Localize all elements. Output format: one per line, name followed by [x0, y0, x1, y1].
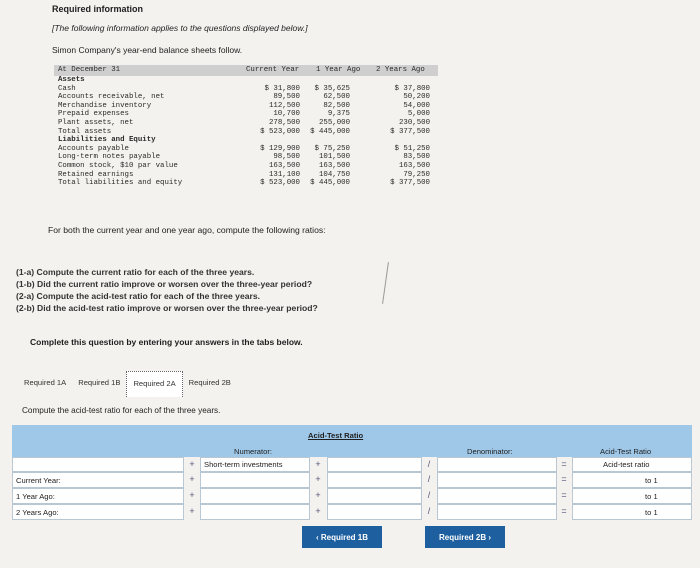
plus-sign: +	[189, 506, 195, 516]
numerator-input[interactable]	[327, 488, 422, 504]
acid-test-table	[12, 425, 692, 525]
asset-row	[54, 93, 438, 102]
plus-sign: +	[189, 459, 195, 469]
liab-row-value: 83,500	[403, 153, 430, 162]
question-list	[16, 266, 318, 314]
equals-sign: =	[561, 459, 567, 469]
liab-row-value: 163,500	[398, 161, 430, 170]
liab-row-value: 104,750	[318, 170, 350, 179]
ratio-label: Acid-Test Ratio	[600, 447, 652, 456]
year-label: Current Year:	[16, 476, 61, 485]
row-label-blank	[12, 457, 184, 472]
table-header-band	[12, 425, 692, 457]
liab-row-value: $ 51,250	[394, 144, 430, 153]
col-current-year: Current Year	[246, 66, 300, 74]
question-2a: (2-a) Compute the acid-test ratio for each of the three years.	[16, 291, 261, 301]
denominator-input-r0[interactable]	[437, 457, 557, 472]
asset-row-value: $ 445,000	[310, 127, 350, 136]
ratio-row-label	[12, 504, 184, 520]
asset-row-value: 230,500	[398, 118, 430, 127]
liab-row-value: 79,250	[403, 170, 430, 179]
asset-row-value: $ 37,800	[394, 84, 430, 93]
asset-row-value: 89,500	[273, 93, 300, 102]
numerator-input[interactable]	[200, 488, 310, 504]
plus-sign: +	[315, 459, 321, 469]
chevron-right-icon: ›	[486, 532, 491, 542]
liab-heading: Liabilities and Equity	[58, 136, 156, 145]
required-info-title: Required information	[52, 4, 144, 14]
asset-row-value: 5,000	[407, 110, 430, 119]
year-label: 1 Year Ago:	[16, 492, 55, 501]
liab-row-label: Long-term notes payable	[58, 153, 161, 162]
chevron-left-icon: ‹	[315, 532, 321, 542]
liab-row-value: $ 75,250	[314, 144, 350, 153]
ratio-result-cell[interactable]	[572, 488, 692, 504]
tab-bar	[18, 371, 237, 397]
complete-instruction: Complete this question by entering your answers in the tabs below.	[30, 337, 303, 347]
prev-required-1b-button[interactable]: ‹ Required 1B	[302, 526, 382, 548]
plus-sign: +	[189, 474, 195, 484]
denominator-input[interactable]	[437, 488, 557, 504]
to-1-suffix: to 1	[645, 492, 658, 501]
asset-row-label: Total assets	[58, 127, 112, 136]
question-1b: (1-b) Did the current ratio improve or worsen over the three-year period?	[16, 279, 313, 289]
required-info-note: [The following information applies to the questions displayed below.]	[52, 23, 308, 33]
asset-row-label: Cash	[58, 84, 76, 93]
tab-instruction: Compute the acid-test ratio for each of the three years.	[22, 406, 221, 415]
asset-row-label: Prepaid expenses	[58, 110, 129, 119]
asset-row-value: 54,000	[403, 101, 430, 110]
ratio-row-label	[12, 472, 184, 488]
numerator-input[interactable]	[327, 504, 422, 520]
numerator-input[interactable]	[327, 472, 422, 488]
equals-sign: =	[561, 490, 567, 500]
equals-sign: =	[561, 474, 567, 484]
asset-row-value: 9,375	[327, 110, 350, 119]
asset-row-value: $ 523,000	[260, 127, 300, 136]
cursor-mark	[382, 262, 389, 304]
question-2b: (2-b) Did the acid-test ratio improve or worsen over the three-year period?	[16, 303, 318, 313]
asset-row-value: 50,200	[403, 93, 430, 102]
asset-row-value: 255,000	[318, 118, 350, 127]
ratio-row-label	[12, 488, 184, 504]
next-required-2b-button[interactable]: Required 2B ›	[425, 526, 505, 548]
table-title: Acid-Test Ratio	[308, 431, 364, 440]
denominator-label: Denominator:	[467, 447, 513, 456]
asset-row-value: $ 31,800	[264, 84, 300, 93]
liab-row-value: 131,100	[268, 170, 300, 179]
ratio-result-cell[interactable]	[572, 472, 692, 488]
ratio-prompt: For both the current year and one year ago, compute the following ratios:	[48, 225, 326, 235]
asset-row	[54, 119, 438, 128]
liab-row	[54, 162, 438, 171]
denominator-input[interactable]	[437, 472, 557, 488]
balance-sheet-header	[54, 65, 438, 76]
question-1a: (1-a) Compute the current ratio for each of the three years.	[16, 267, 255, 277]
plus-sign: +	[189, 490, 195, 500]
numerator-short-term-input[interactable]	[200, 457, 310, 472]
asset-row-value: 62,500	[323, 93, 350, 102]
tab-required-2b[interactable]: Required 2B	[188, 378, 231, 387]
liab-row-label: Accounts payable	[58, 144, 129, 153]
col-label: At December 31	[58, 66, 121, 74]
liab-row-label: Common stock, $10 par value	[58, 161, 178, 170]
liab-row-value: $ 129,900	[260, 144, 300, 153]
year-label: 2 Years Ago:	[16, 508, 59, 517]
short-term-label: Short-term investments	[204, 460, 283, 469]
asset-row	[54, 85, 438, 94]
liab-row	[54, 145, 438, 154]
divide-sign: /	[427, 506, 431, 516]
liab-row	[54, 179, 438, 188]
ratio-label-cell	[572, 457, 692, 472]
acid-test-ratio-text: Acid-test ratio	[603, 460, 650, 469]
asset-row-value: 278,500	[268, 118, 300, 127]
asset-row-value: $ 377,500	[390, 127, 430, 136]
col-1-year-ago: 1 Year Ago	[316, 66, 361, 74]
liab-row	[54, 171, 438, 180]
divide-sign: /	[427, 459, 431, 469]
liab-row-value: $ 445,000	[310, 179, 350, 188]
asset-row	[54, 102, 438, 111]
asset-row-value: 112,500	[268, 101, 300, 110]
asset-row-label: Plant assets, net	[58, 118, 134, 127]
tab-required-1b[interactable]: Required 1B	[78, 378, 121, 387]
balance-sheet	[54, 65, 438, 188]
divide-sign: /	[427, 474, 431, 484]
asset-row-label: Merchandise inventory	[58, 101, 152, 110]
liab-row-value: 98,500	[273, 153, 300, 162]
plus-sign: +	[315, 490, 321, 500]
liab-row-value: 163,500	[318, 161, 350, 170]
liab-row-value: 101,500	[318, 153, 350, 162]
numerator-label: Numerator:	[234, 447, 272, 456]
divide-sign: /	[427, 490, 431, 500]
liab-row-value: $ 523,000	[260, 179, 300, 188]
assets-heading: Assets	[58, 76, 85, 84]
liab-row	[54, 153, 438, 162]
numerator-input-r0[interactable]	[327, 457, 422, 472]
col-2-years-ago: 2 Years Ago	[376, 66, 425, 74]
denominator-input[interactable]	[437, 504, 557, 520]
asset-row	[54, 128, 438, 137]
tab-required-2a[interactable]: Required 2A	[126, 371, 182, 397]
asset-row-label: Accounts receivable, net	[58, 93, 165, 102]
to-1-suffix: to 1	[645, 476, 658, 485]
asset-row	[54, 110, 438, 119]
asset-row-value: 10,700	[273, 110, 300, 119]
numerator-input[interactable]	[200, 472, 310, 488]
company-line: Simon Company's year-end balance sheets follow.	[52, 45, 243, 55]
asset-row-value: 82,500	[323, 101, 350, 110]
asset-row-value: $ 35,625	[314, 84, 350, 93]
liab-row-value: $ 377,500	[390, 179, 430, 188]
liab-row-value: 163,500	[268, 161, 300, 170]
tab-required-1a[interactable]: Required 1A	[24, 378, 67, 387]
plus-sign: +	[315, 474, 321, 484]
ratio-result-cell[interactable]	[572, 504, 692, 520]
liab-row-label: Total liabilities and equity	[58, 179, 183, 188]
to-1-suffix: to 1	[645, 508, 658, 517]
plus-sign: +	[315, 506, 321, 516]
liab-row-label: Retained earnings	[58, 170, 134, 179]
numerator-input[interactable]	[200, 504, 310, 520]
equals-sign: =	[561, 506, 567, 516]
